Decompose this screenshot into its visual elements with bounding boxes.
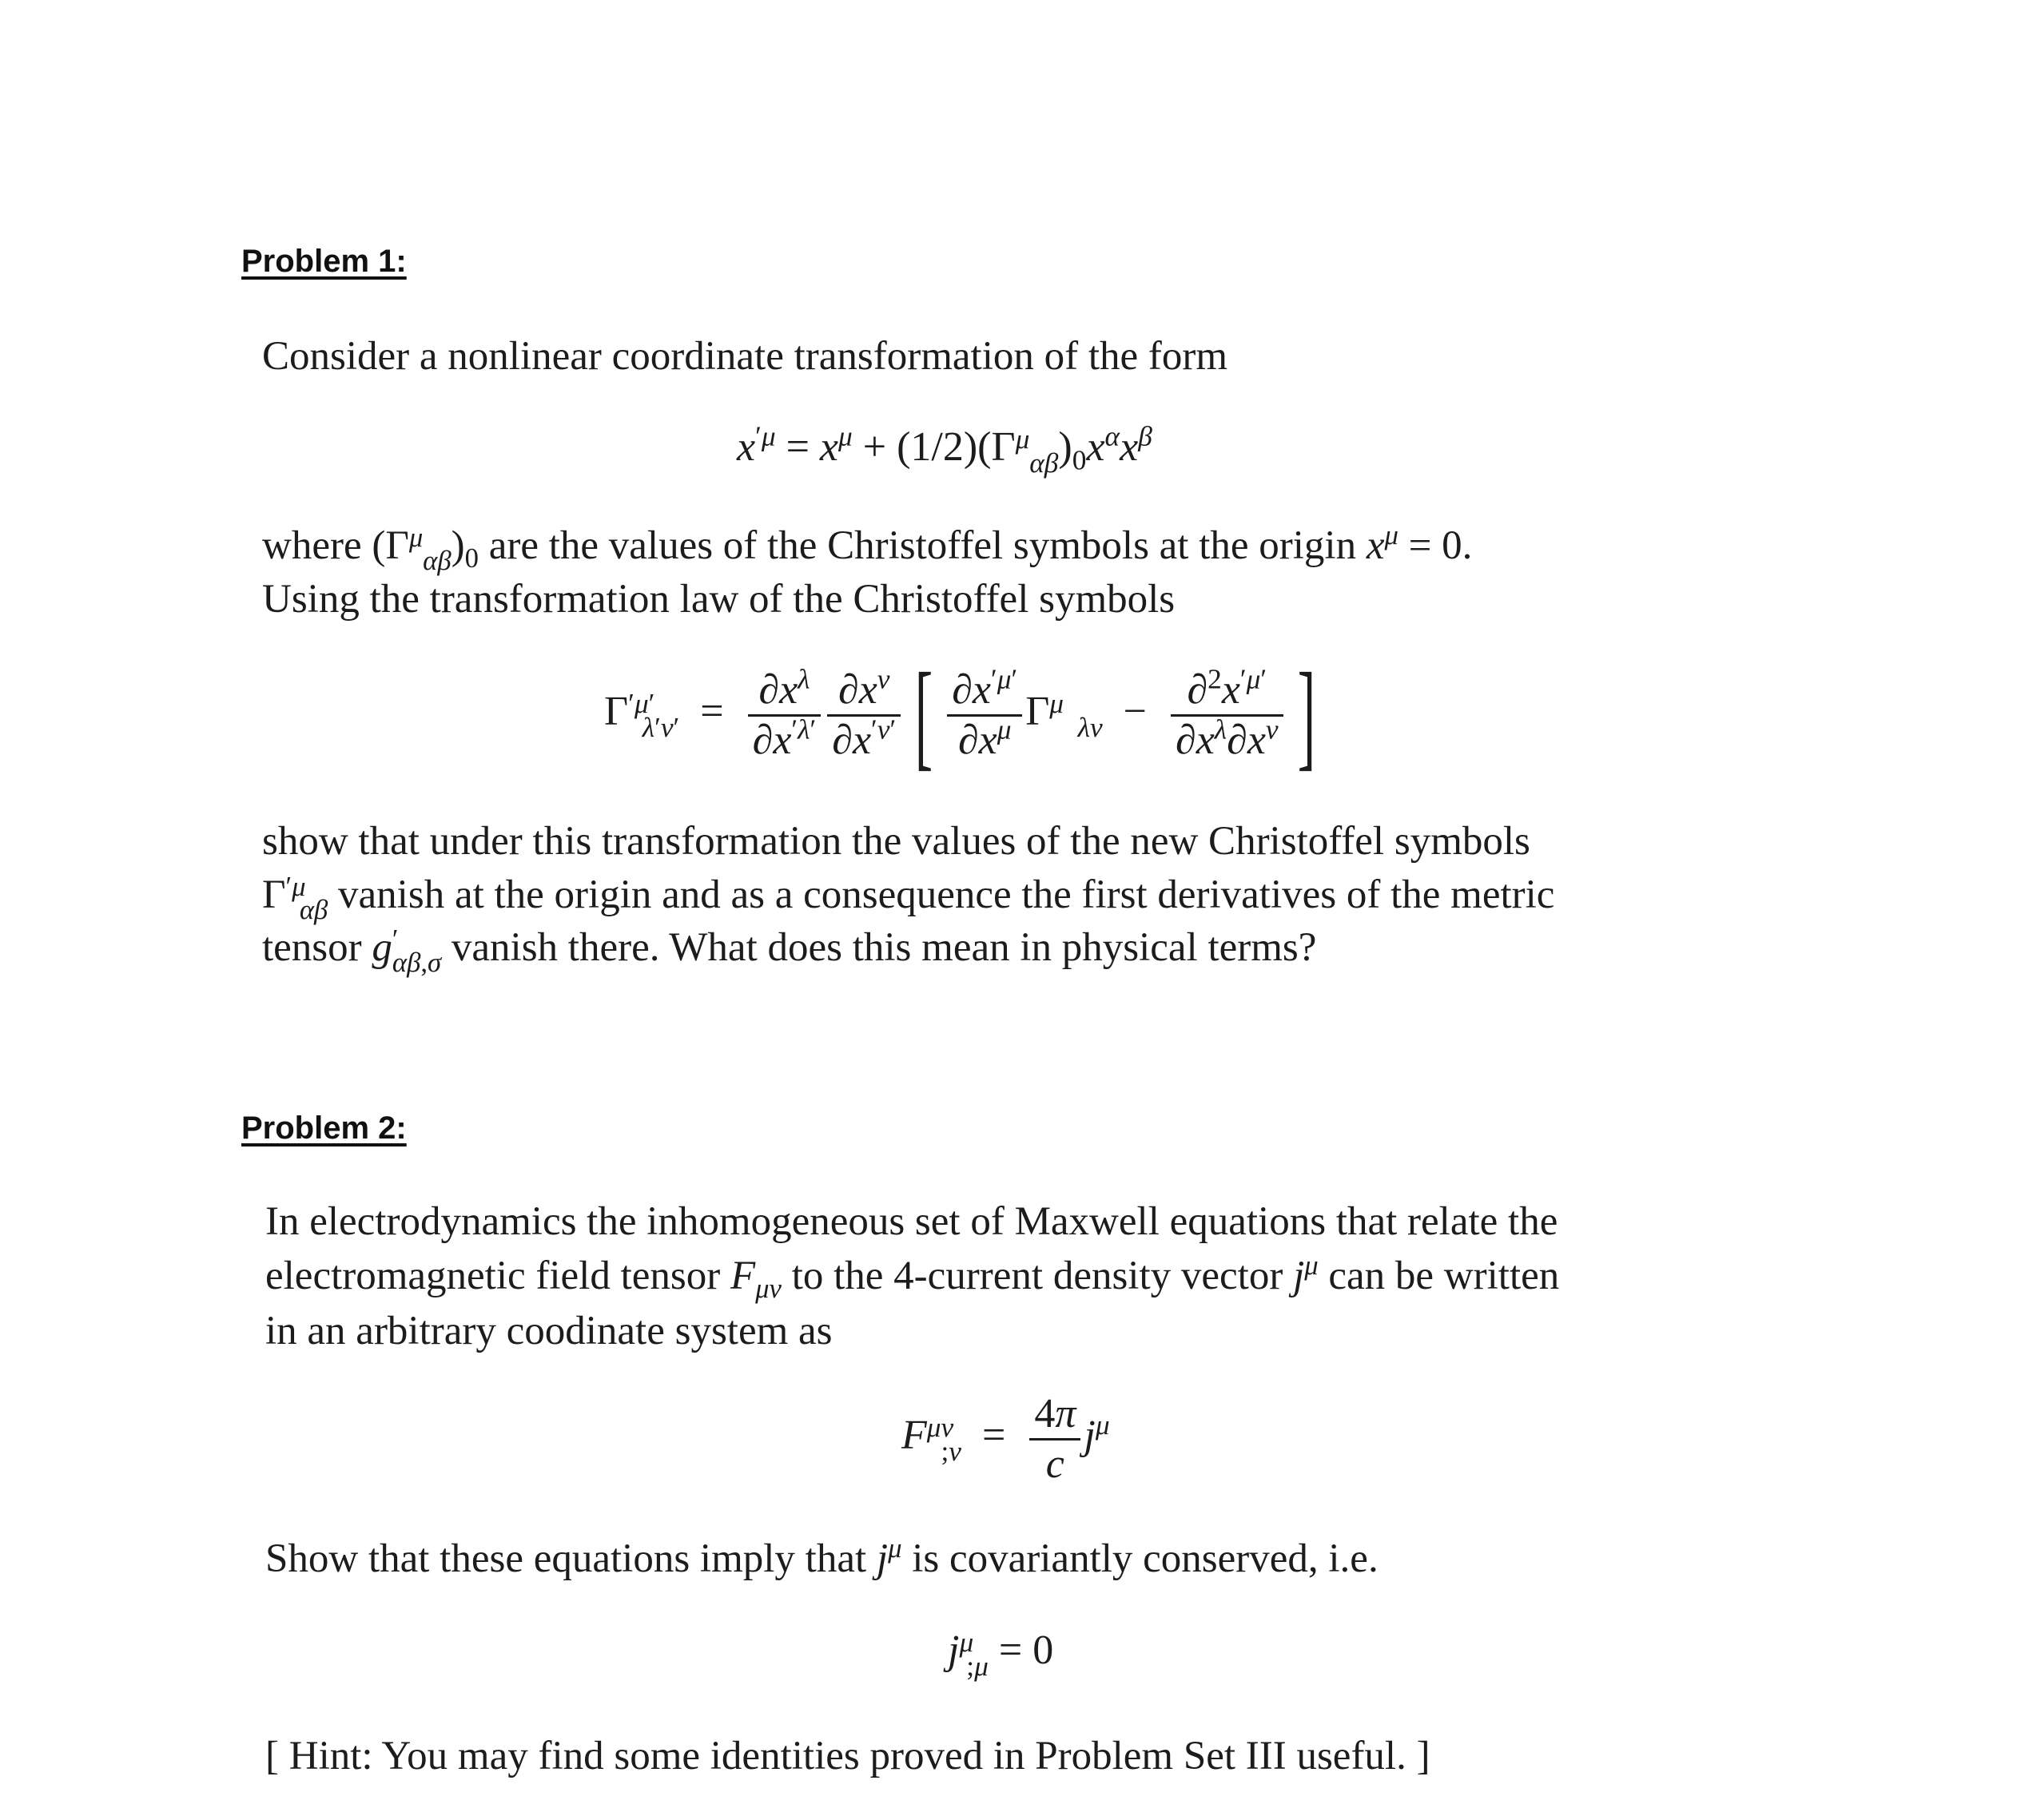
line2-text-c: can be written [1318, 1254, 1560, 1298]
p2-show-text-a: Show that these equations imply that [265, 1536, 877, 1581]
problem-1-where-line: where (Γ μ αβ )$_0$ are the values of the Christoffel symbols at the origin $x^\mu = 0$. [262, 519, 1473, 577]
show-text-b: vanish at the origin and as a consequence the first derivatives of the metric [328, 872, 1555, 917]
problem-2-show-line: Show that these equations imply that $j^\mu$ is covariantly conserved, i.e. [265, 1532, 1379, 1581]
problem-2-line-2: electromagnetic field tensor $F_{\mu\nu}$ to the 4-current density vector $j^\mu$ can be written [265, 1250, 1560, 1305]
problem-2-hint: [ Hint: You may find some identities proved in Problem Set III useful. ] [265, 1734, 1430, 1778]
problem-1-heading: Problem 1: [241, 244, 407, 279]
problem-1-intro: Consider a nonlinear coordinate transformation of the form [262, 334, 1228, 379]
christoffel-transformation-law: Γ ′μ′ λ′ν′ = $\frac{\partial x^\lambda}{\partial x^{'\lambda'}}$ $\frac{\partial x^\nu}{\partial x^{'\nu'}}$ [ $\frac{\partial x^{'\mu'}}{\partial x^\mu}$ Γ μ λν − $\frac{\partial^2x^{'\mu'}}{\partial x^\lambda\partial x^\nu}$ ] [604, 649, 1315, 781]
where-text-b: ) [451, 523, 465, 568]
where-text-a: where ( [262, 523, 386, 568]
where-text-c: are the values of the Christoffel symbols at the origin [478, 523, 1367, 568]
line2-text-b: to the 4-current density vector [781, 1254, 1294, 1298]
problem-2-heading: Problem 2: [241, 1111, 407, 1146]
problem-1-using-line: Using the transformation law of the Christoffel symbols [262, 577, 1176, 622]
problem-2-line-1: In electrodynamics the inhomogeneous set of Maxwell equations that relate the [265, 1199, 1558, 1244]
where-text-d: = 0. [1398, 523, 1473, 568]
transformation-equation: $x^{'\mu} = x^\mu + (1/2)(\Gamma$ μ αβ )$_0x^\alpha x^\beta$ [737, 419, 1152, 479]
p2-show-text-b: is covariantly conserved, i.e. [901, 1536, 1379, 1581]
conservation-equation: j μ ;μ = 0 [948, 1626, 1054, 1683]
problem-1-show-line-3: tensor g ′ αβ,σ vanish there. What does this mean in physical terms? [262, 923, 1317, 979]
show-text-d: vanish there. What does this mean in physical terms? [441, 925, 1317, 970]
problem-1-show-line-1: show that under this transformation the values of the new Christoffel symbols [262, 819, 1530, 864]
line2-text-a: electromagnetic field tensor [265, 1254, 730, 1298]
problem-1-show-line-2: Γ ′μ αβ vanish at the origin and as a consequence the first derivatives of the metric [262, 870, 1555, 926]
show-text-c: tensor [262, 925, 372, 970]
problem-2-line-3: in an arbitrary coodinate system as [265, 1309, 833, 1353]
maxwell-equation: F μν ;ν = $\frac{4\pi}{c}$ $j^\mu$ [901, 1391, 1110, 1487]
